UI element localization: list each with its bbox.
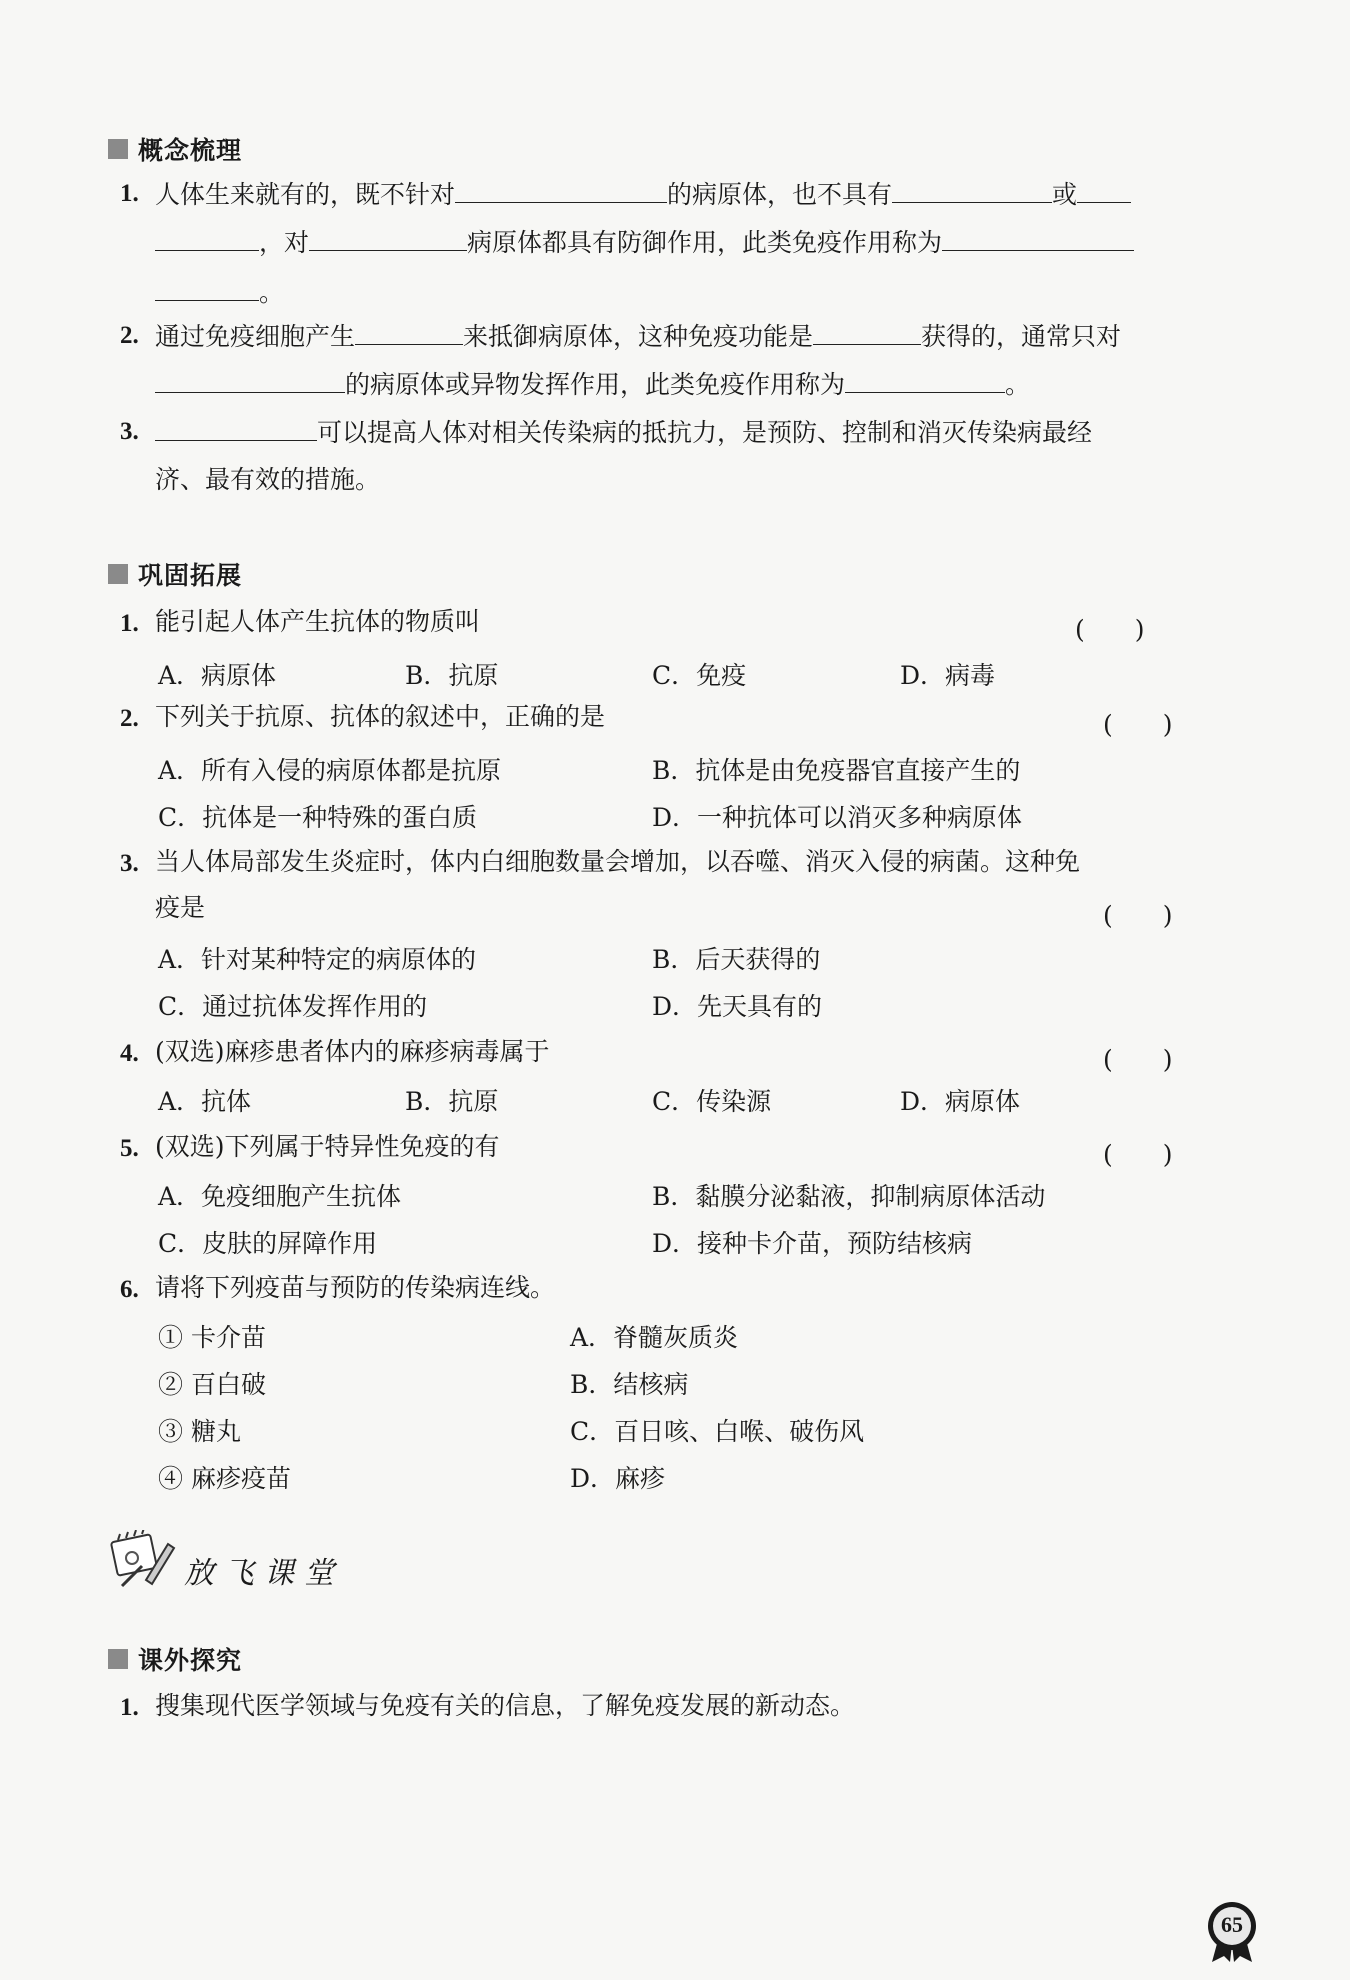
section-header-consolidate bbox=[108, 558, 242, 590]
option-b[interactable]: B．抗原 bbox=[405, 661, 499, 690]
question-number: 6. bbox=[120, 1276, 139, 1303]
item-number: 2. bbox=[120, 322, 139, 349]
answer-blank[interactable] bbox=[455, 176, 667, 203]
section-logo-fangfei bbox=[108, 1530, 344, 1592]
question-number: 5. bbox=[120, 1135, 139, 1162]
match-right-item[interactable]: C．百日咳、白喉、破伤风 bbox=[570, 1417, 865, 1446]
explore-item-text: 搜集现代医学领域与免疫有关的信息，了解免疫发展的新动态。 bbox=[155, 1691, 856, 1720]
concept-3-line-1: 可以提高人体对相关传染病的抵抗力，是预防、控制和消灭传染病最经 bbox=[155, 414, 1092, 451]
answer-blank[interactable] bbox=[813, 318, 921, 345]
option-d[interactable]: D．病原体 bbox=[900, 1087, 1021, 1116]
answer-parentheses[interactable]: ( ) bbox=[1103, 710, 1173, 739]
section-square-icon bbox=[108, 139, 128, 159]
question-number: 2. bbox=[120, 705, 139, 732]
match-left-item[interactable]: ① 卡介苗 bbox=[158, 1323, 266, 1352]
answer-blank[interactable] bbox=[1077, 176, 1131, 203]
option-b[interactable]: B．后天获得的 bbox=[652, 945, 821, 974]
section-header-explore bbox=[108, 1643, 242, 1675]
section-header-concept bbox=[108, 133, 242, 165]
option-c[interactable]: C．免疫 bbox=[652, 661, 747, 690]
option-a[interactable]: A．病原体 bbox=[158, 661, 277, 690]
question-stem: (双选)下列属于特异性免疫的有 bbox=[155, 1132, 500, 1161]
answer-blank[interactable] bbox=[942, 224, 1134, 251]
option-d[interactable]: D．病毒 bbox=[900, 661, 996, 690]
page-number-badge bbox=[1200, 1900, 1264, 1964]
concept-1-line-2: ，对 病原体都具有防御作用，此类免疫作用称为 bbox=[155, 224, 1134, 261]
match-right-item[interactable]: B．结核病 bbox=[570, 1370, 689, 1399]
concept-3-line-2: 济、最有效的措施。 bbox=[155, 465, 381, 494]
item-number: 1. bbox=[120, 180, 139, 207]
option-d[interactable]: D．接种卡介苗，预防结核病 bbox=[652, 1229, 973, 1258]
question-stem: 请将下列疫苗与预防的传染病连线。 bbox=[155, 1273, 556, 1302]
item-number: 3. bbox=[120, 418, 139, 445]
option-a[interactable]: A．针对某种特定的病原体的 bbox=[158, 945, 477, 974]
option-d[interactable]: D．先天具有的 bbox=[652, 992, 823, 1021]
answer-blank[interactable] bbox=[155, 274, 259, 301]
option-c[interactable]: C．抗体是一种特殊的蛋白质 bbox=[158, 803, 478, 832]
option-c[interactable]: C．皮肤的屏障作用 bbox=[158, 1229, 378, 1258]
option-a[interactable]: A．免疫细胞产生抗体 bbox=[158, 1182, 402, 1211]
concept-2-line-2: 的病原体或异物发挥作用，此类免疫作用称为 。 bbox=[155, 366, 1030, 403]
answer-blank[interactable] bbox=[355, 318, 463, 345]
question-number: 3. bbox=[120, 850, 139, 877]
concept-1-line-3: 。 bbox=[155, 274, 284, 311]
section-title: 巩固拓展 bbox=[138, 561, 243, 590]
question-stem: 下列关于抗原、抗体的叙述中，正确的是 bbox=[155, 702, 606, 731]
concept-1-line-1: 人体生来就有的，既不针对 的病原体，也不具有 或 bbox=[155, 176, 1131, 213]
option-b[interactable]: B．黏膜分泌黏液，抑制病原体活动 bbox=[652, 1182, 1046, 1211]
answer-blank[interactable] bbox=[309, 224, 467, 251]
answer-blank[interactable] bbox=[155, 366, 345, 393]
match-left-item[interactable]: ③ 糖丸 bbox=[158, 1417, 241, 1446]
answer-parentheses[interactable]: ( ) bbox=[1103, 1140, 1173, 1169]
section-title: 概念梳理 bbox=[138, 136, 243, 165]
answer-parentheses[interactable]: ( ) bbox=[1103, 901, 1173, 930]
notebook-pencil-icon bbox=[108, 1530, 178, 1592]
section-title: 课外探究 bbox=[138, 1646, 243, 1675]
question-stem-continued: 疫是 bbox=[155, 893, 206, 922]
concept-2-line-1: 通过免疫细胞产生 来抵御病原体，这种免疫功能是 获得的，通常只对 bbox=[155, 318, 1121, 355]
logo-title: 放飞课堂 bbox=[184, 1556, 344, 1591]
match-left-item[interactable]: ④ 麻疹疫苗 bbox=[158, 1464, 291, 1493]
question-number: 1. bbox=[120, 610, 139, 637]
option-b[interactable]: B．抗原 bbox=[405, 1087, 499, 1116]
section-square-icon bbox=[108, 564, 128, 584]
option-b[interactable]: B．抗体是由免疫器官直接产生的 bbox=[652, 756, 1021, 785]
option-a[interactable]: A．抗体 bbox=[158, 1087, 252, 1116]
question-stem: (双选)麻疹患者体内的麻疹病毒属于 bbox=[155, 1037, 550, 1066]
answer-blank[interactable] bbox=[892, 176, 1052, 203]
option-a[interactable]: A．所有入侵的病原体都是抗原 bbox=[158, 756, 502, 785]
question-number: 4. bbox=[120, 1040, 139, 1067]
question-stem: 能引起人体产生抗体的物质叫 bbox=[155, 607, 481, 636]
answer-blank[interactable] bbox=[155, 414, 317, 441]
question-stem: 当人体局部发生炎症时，体内白细胞数量会增加，以吞噬、消灭入侵的病菌。这种免 bbox=[155, 847, 1081, 876]
answer-parentheses[interactable]: ( ) bbox=[1103, 1045, 1173, 1074]
section-square-icon bbox=[108, 1649, 128, 1669]
match-right-item[interactable]: A．脊髓灰质炎 bbox=[570, 1323, 739, 1352]
option-d[interactable]: D．一种抗体可以消灭多种病原体 bbox=[652, 803, 1023, 832]
item-number: 1. bbox=[120, 1694, 139, 1721]
page-number: 65 bbox=[1221, 1912, 1243, 1937]
option-c[interactable]: C．传染源 bbox=[652, 1087, 772, 1116]
option-c[interactable]: C．通过抗体发挥作用的 bbox=[158, 992, 428, 1021]
answer-parentheses[interactable]: ( ) bbox=[1075, 615, 1145, 644]
match-right-item[interactable]: D．麻疹 bbox=[570, 1464, 666, 1493]
match-left-item[interactable]: ② 百白破 bbox=[158, 1370, 266, 1399]
answer-blank[interactable] bbox=[155, 224, 259, 251]
answer-blank[interactable] bbox=[845, 366, 1005, 393]
